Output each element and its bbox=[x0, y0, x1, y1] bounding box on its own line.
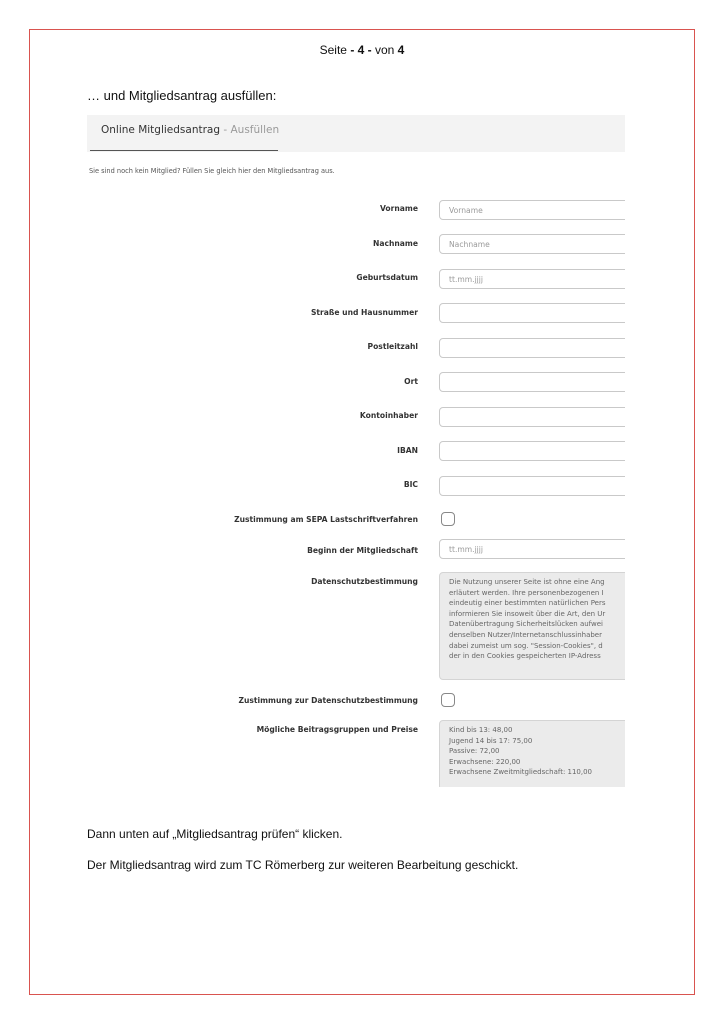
datenschutz-line: Datenübertragung Sicherheitslücken aufwei bbox=[449, 620, 603, 629]
label-iban: IBAN bbox=[397, 446, 418, 455]
label-nachname: Nachname bbox=[373, 239, 418, 248]
bic-input[interactable] bbox=[439, 476, 625, 496]
label-datenschutz-zustimmung: Zustimmung zur Datenschutzbestimmung bbox=[238, 696, 418, 705]
form-screenshot bbox=[87, 115, 625, 787]
datenschutz-checkbox[interactable] bbox=[441, 693, 455, 707]
instruction-sent: Der Mitgliedsantrag wird zum TC Römerberg zur weiteren Bearbeitung geschickt. bbox=[87, 858, 519, 872]
intro-text: … und Mitgliedsantrag ausfüllen: bbox=[87, 88, 277, 103]
page-header: Seite - 4 - von 4 bbox=[319, 43, 405, 57]
iban-input[interactable] bbox=[439, 441, 625, 461]
label-vorname: Vorname bbox=[379, 204, 418, 213]
datenschutz-line: denselben Nutzer/Internetanschlussinhaber bbox=[449, 630, 602, 639]
label-sepa: Zustimmung am SEPA Lastschriftverfahren bbox=[234, 515, 418, 524]
beitrag-line: Kind bis 13: 48,00 bbox=[449, 726, 513, 734]
ort-input[interactable] bbox=[439, 372, 625, 392]
label-bic: BIC bbox=[403, 480, 418, 489]
beitrag-line: Jugend 14 bis 17: 75,00 bbox=[449, 736, 533, 745]
label-beitrag: Mögliche Beitragsgruppen und Preise bbox=[256, 725, 418, 734]
datenschutz-textbox[interactable] bbox=[439, 572, 625, 680]
strasse-input[interactable] bbox=[439, 303, 625, 323]
tab-bar bbox=[87, 115, 625, 152]
datenschutz-line: dabei zumeist um sog. "Session-Cookies", d bbox=[449, 641, 603, 650]
form-hint: Sie sind noch kein Mitglied? Füllen Sie gleich hier den Mitgliedsantrag aus. bbox=[89, 167, 335, 175]
geburtsdatum-input[interactable] bbox=[439, 269, 625, 289]
label-geburtsdatum: Geburtsdatum bbox=[356, 273, 418, 282]
sepa-checkbox[interactable] bbox=[441, 512, 455, 526]
beitrag-line: Passive: 72,00 bbox=[449, 747, 500, 756]
label-ort: Ort bbox=[404, 377, 418, 386]
label-kontoinhaber: Kontoinhaber bbox=[359, 411, 418, 420]
tab-online-mitgliedsantrag[interactable]: Online Mitgliedsantrag - Ausfüllen bbox=[101, 124, 280, 136]
nachname-input[interactable] bbox=[439, 234, 625, 254]
vorname-input[interactable] bbox=[439, 200, 625, 220]
beitrag-textbox[interactable] bbox=[439, 720, 625, 787]
label-datenschutz: Datenschutzbestimmung bbox=[311, 577, 418, 586]
label-strasse: Straße und Hausnummer bbox=[310, 308, 418, 317]
kontoinhaber-input[interactable] bbox=[439, 407, 625, 427]
datenschutz-line: erläutert werden. Ihre personenbezogenen I bbox=[449, 588, 604, 597]
instruction-check: Dann unten auf „Mitgliedsantrag prüfen“ klicken. bbox=[87, 827, 343, 841]
tab-active-indicator bbox=[90, 150, 278, 151]
datenschutz-line: Die Nutzung unserer Seite ist ohne eine Ang bbox=[449, 578, 605, 586]
beitrag-line: Erwachsene: 220,00 bbox=[449, 757, 521, 766]
datenschutz-line: der in den Cookies gespeicherten IP-Adress bbox=[449, 652, 601, 661]
beitrag-line: Erwachsene Zweitmitgliedschaft: 110,00 bbox=[449, 768, 593, 777]
label-postleitzahl: Postleitzahl bbox=[367, 342, 418, 351]
datenschutz-line: eindeutig einer bestimmten natürlichen Pers bbox=[449, 599, 606, 608]
postleitzahl-input[interactable] bbox=[439, 338, 625, 358]
label-beginn: Beginn der Mitgliedschaft bbox=[307, 546, 418, 555]
beginn-input[interactable] bbox=[439, 539, 625, 559]
datenschutz-line: informieren Sie insoweit über die Art, den Ur bbox=[449, 609, 606, 618]
